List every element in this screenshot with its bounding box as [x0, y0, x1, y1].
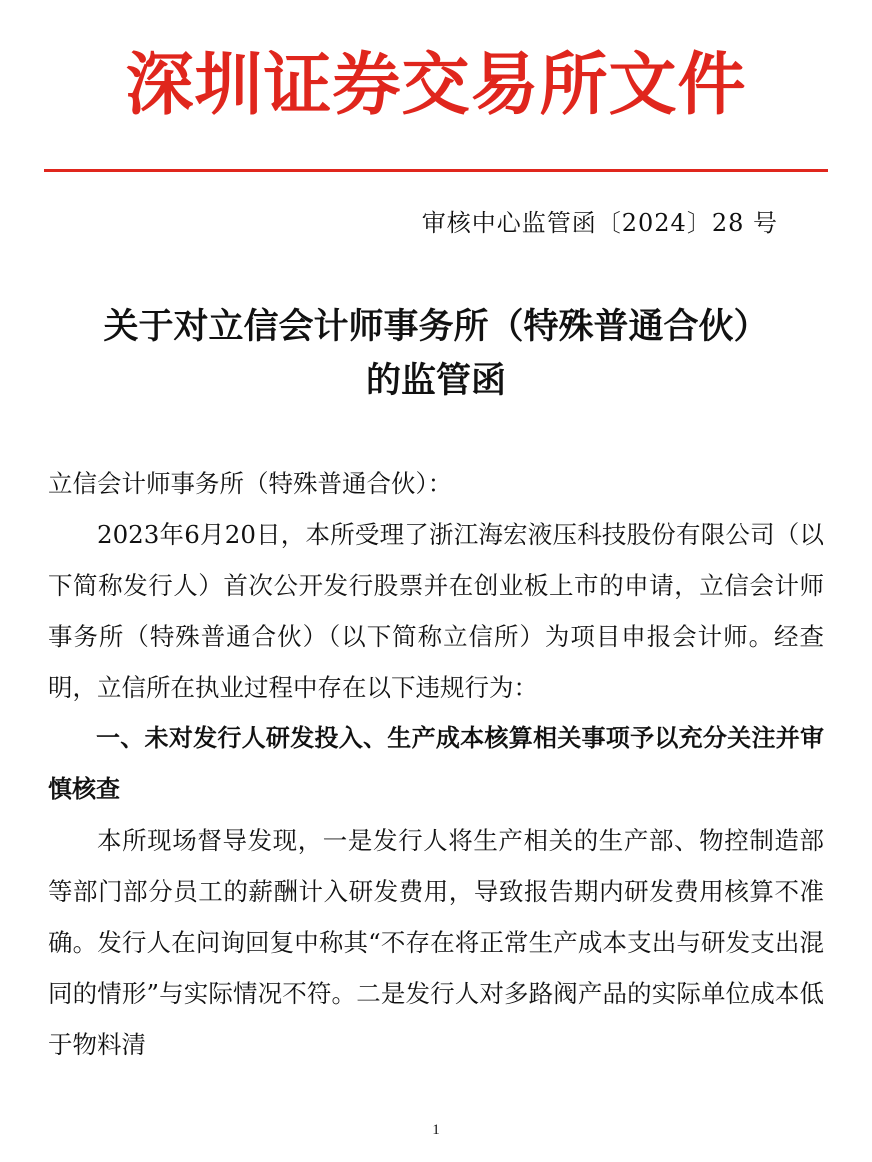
document-title-line-2: 的监管函	[365, 361, 506, 401]
red-header-rule	[44, 169, 828, 172]
document-body	[48, 458, 824, 1070]
addressee: 立信会计师事务所（特殊普通合伙）：	[48, 469, 453, 498]
document-title	[30, 300, 842, 408]
document-title-line-1: 关于对立信会计师事务所（特殊普通合伙）	[103, 307, 769, 347]
section-heading-1: 一、未对发行人研发投入、生产成本核算相关事项予以充分关注并审慎核查	[48, 724, 824, 803]
body-paragraph-2: 本所现场督导发现，一是发行人将生产相关的生产部、物控制造部等部门部分员工的薪酬计入研发费用，导致报告期内研发费用核算不准确。发行人在问询回复中称其“不存在将正常生产成本支出与研发支出混同的情形”与实际情况不符。二是发行人对多路阀产品的实际单位成本低于物料清	[48, 826, 824, 1059]
page-number: 1	[432, 1122, 440, 1138]
issuing-authority-header: 深圳证券交易所文件	[125, 45, 747, 125]
document-number: 审核中心监管函〔2024〕28 号	[421, 209, 778, 237]
body-paragraph-1: 2023年6月20日，本所受理了浙江海宏液压科技股份有限公司（以下简称发行人）首次公开发行股票并在创业板上市的申请，立信会计师事务所（特殊普通合伙）（以下简称立信所）为项目申报会计师。经查明，立信所在执业过程中存在以下违规行为：	[48, 520, 824, 702]
